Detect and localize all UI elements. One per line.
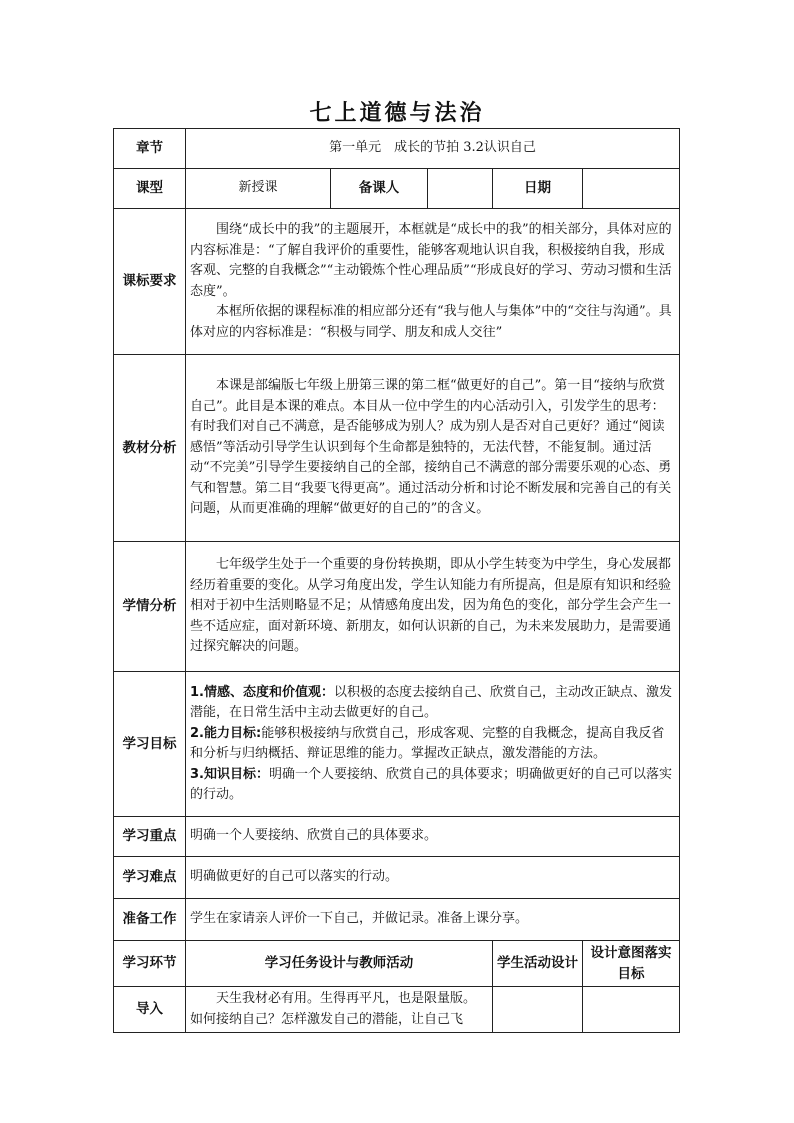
student-activity-header: 学生活动设计 xyxy=(493,941,583,987)
chapter-row xyxy=(114,129,680,169)
curriculum-label: 课标要求 xyxy=(114,209,186,355)
intro-label: 导入 xyxy=(114,987,186,1033)
key-points-row xyxy=(114,817,680,857)
tasks-header: 学习任务设计与教师活动 xyxy=(186,941,493,987)
preparation-value: 学生在家请亲人评价一下自己，并做记录。准备上课分享。 xyxy=(186,899,680,941)
objective-2-title: 2.能力目标: xyxy=(190,725,262,741)
chapter-label: 章节 xyxy=(114,129,186,169)
chapter-value: 第一单元 成长的节拍 3.2认识自己 xyxy=(186,129,680,169)
curriculum-content xyxy=(186,209,680,355)
process-header-row xyxy=(114,941,680,987)
objective-2-text: 能够积极接纳与欣赏自己，形成客观、完整的自我概念，提高自我反省和分析与归纳概括、辩证思维的能力。掌握改正缺点，激发潜能的方法。 xyxy=(190,725,665,761)
curriculum-row xyxy=(114,209,680,355)
lesson-plan-table xyxy=(113,128,680,1033)
preparation-row xyxy=(114,899,680,941)
intro-student-cell xyxy=(493,987,583,1033)
students-paragraph: 七年级学生处于一个重要的身份转换期，即从小学生转变为中学生，身心发展都经历着重要的变化。从学习角度出发，学生认知能力有所提高，但是原有知识和经验相对于初中生活则略显不足；从情感角度出发，因为角色的变化，部分学生会产生一些不适应症，面对新环境、新朋友，如何认识新的自己，为未来发展助力，是需要通过探究解决的问题。 xyxy=(190,557,672,655)
objectives-content xyxy=(186,672,680,817)
difficulties-row xyxy=(114,857,680,899)
objective-3 xyxy=(190,765,675,806)
course-type-label: 课型 xyxy=(114,169,186,209)
intro-content xyxy=(186,987,493,1033)
preparer-value xyxy=(428,169,493,209)
textbook-row xyxy=(114,355,680,542)
students-content xyxy=(186,542,680,672)
objective-1-text: 以积极的态度去接纳自己、欣赏自己，主动改正缺点、激发潜能，在日常生活中主动去做更好的自己。 xyxy=(190,684,672,720)
objective-3-title: 3.知识目标： xyxy=(190,766,269,782)
objective-3-text: 明确一个人要接纳、欣赏自己的具体要求；明确做更好的自己可以落实的行动。 xyxy=(190,766,672,802)
intro-intent-cell xyxy=(583,987,680,1033)
course-row xyxy=(114,169,680,209)
objectives-label: 学习目标 xyxy=(114,672,186,817)
textbook-content xyxy=(186,355,680,542)
key-points-value: 明确一个人要接纳、欣赏自己的具体要求。 xyxy=(186,817,680,857)
preparation-label: 准备工作 xyxy=(114,899,186,941)
design-intent-header: 设计意图落实目标 xyxy=(583,941,680,987)
curriculum-paragraph-1: 围绕“成长中的我”的主题展开，本框就是“成长中的我”的相关部分，具体对应的内容标准是：“了解自我评价的重要性，能够客观地认识自我，积极接纳自我，形成客观、完整的自我概念”“主动锻炼个性心理品质”“形成良好的学习、劳动习惯和生活态度”。 xyxy=(190,222,672,299)
stage-header: 学习环节 xyxy=(114,941,186,987)
objective-2 xyxy=(190,724,675,765)
curriculum-paragraph-2: 本框所依据的课程标准的相应部分还有“我与他人与集体”中的“交往与沟通”。具体对应的内容标准是：“积极与同学、朋友和成人交往” xyxy=(190,304,672,340)
students-label: 学情分析 xyxy=(114,542,186,672)
date-value xyxy=(583,169,680,209)
course-type-value: 新授课 xyxy=(186,169,331,209)
intro-text: 天生我材必有用。生得再平凡，也是限量版。如何接纳自己？怎样激发自己的潜能，让自己飞 xyxy=(190,991,477,1027)
textbook-label: 教材分析 xyxy=(114,355,186,542)
objective-1-title: 1.情感、态度和价值观： xyxy=(190,684,334,700)
objective-1 xyxy=(190,683,675,724)
date-label: 日期 xyxy=(493,169,583,209)
intro-row xyxy=(114,987,680,1033)
objectives-row xyxy=(114,672,680,817)
textbook-paragraph: 本课是部编版七年级上册第三课的第二框“做更好的自己”。第一目“接纳与欣赏自己”。此目是本课的难点。本目从一位中学生的内心活动引入，引发学生的思考：有时我们对自己不满意，是否能够成为别人？成为别人是否对自己更好？通过“阅读感悟”等活动引导学生认识到每个生命都是独特的，无法代替，不能复制。通过活动“不完美”引导学生要接纳自己的全部，接纳自己不满意的部分需要乐观的心态、勇气和智慧。第二目“我要飞得更高”。通过活动分析和讨论不断发展和完善自己的有关问题，从而更准确的理解“做更好的自己的”的含义。 xyxy=(190,378,672,517)
document-title: 七上道德与法治 xyxy=(309,101,485,126)
key-points-label: 学习重点 xyxy=(114,817,186,857)
difficulties-label: 学习难点 xyxy=(114,857,186,899)
difficulties-value: 明确做更好的自己可以落实的行动。 xyxy=(186,857,680,899)
preparer-label: 备课人 xyxy=(331,169,428,209)
students-row xyxy=(114,542,680,672)
